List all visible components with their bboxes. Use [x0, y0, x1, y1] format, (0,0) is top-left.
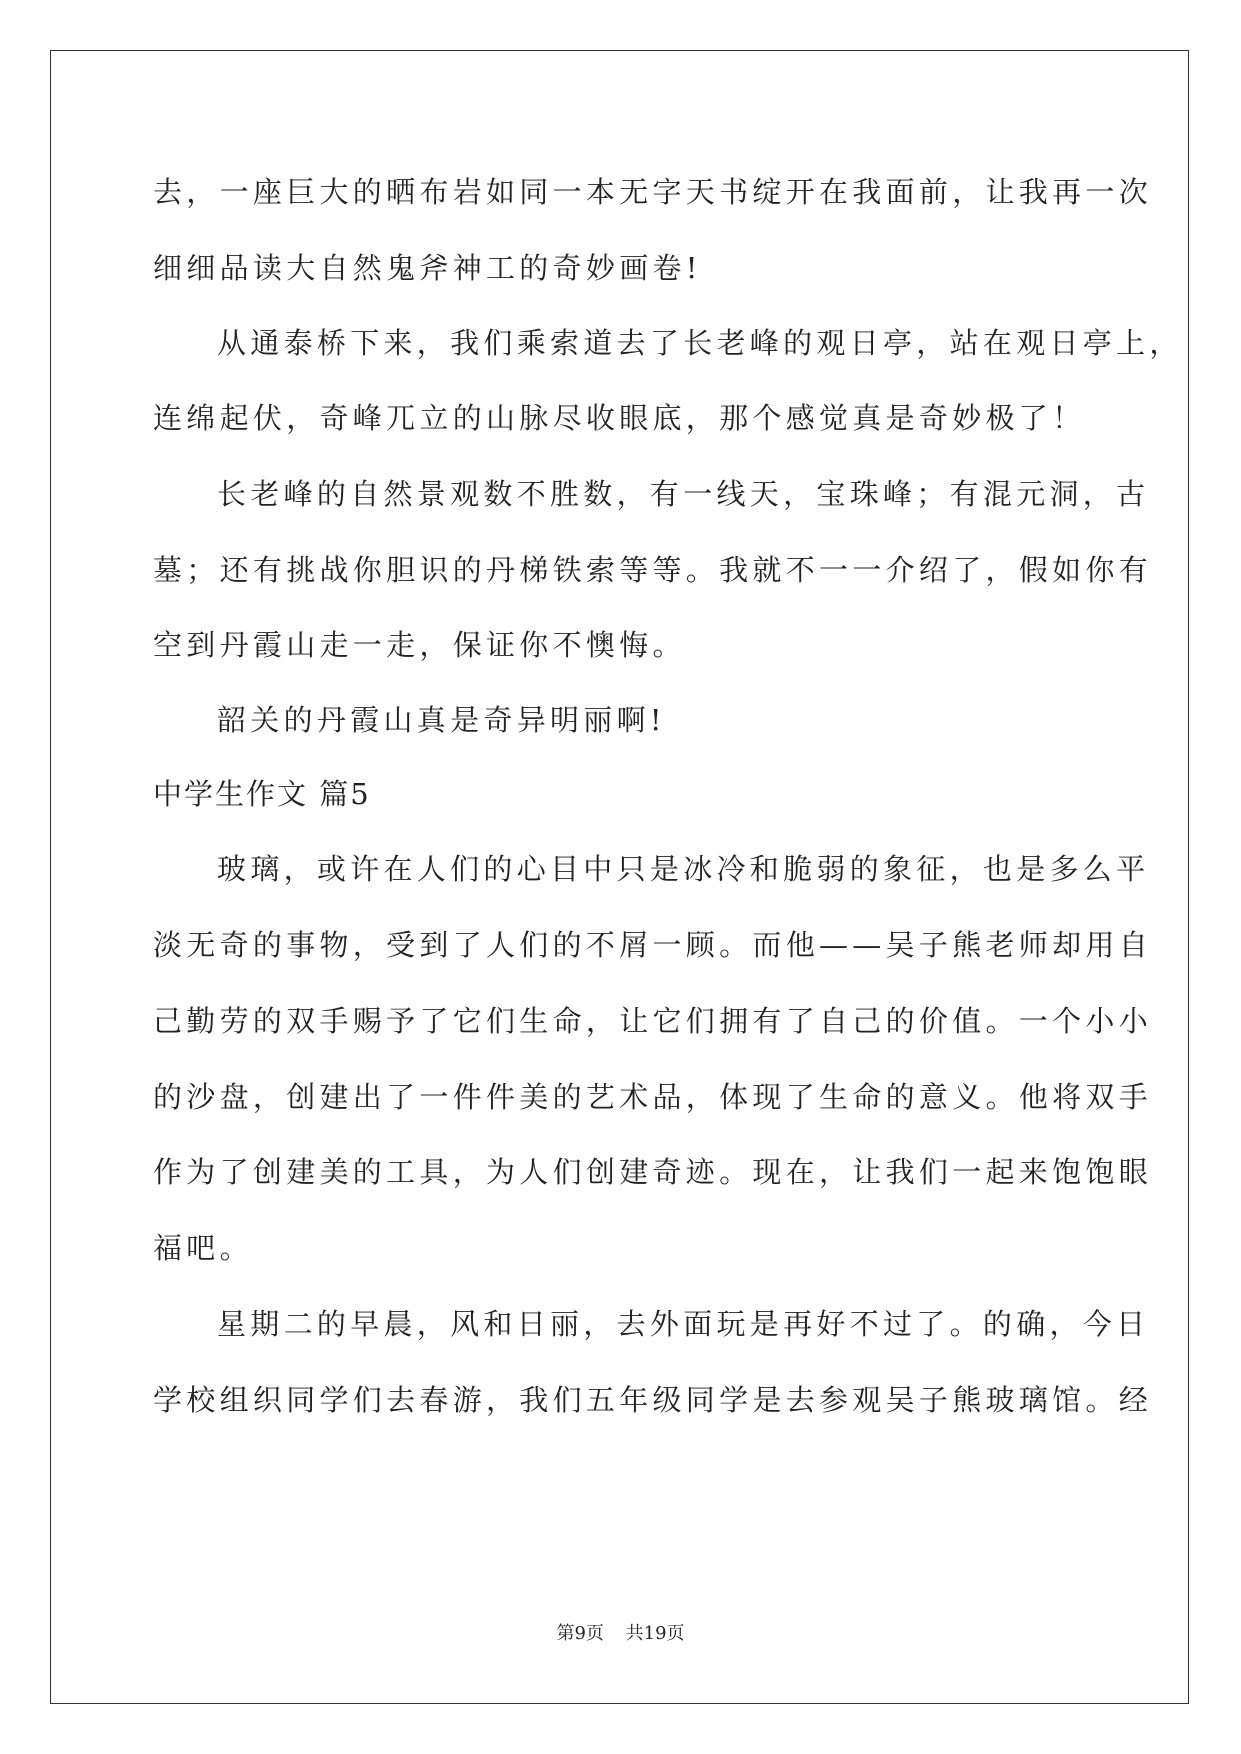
section-paragraph-2-line-2: 学校组织同学们去春游，我们五年级同学是去参观吴子熊玻璃馆。经	[153, 1383, 1153, 1417]
paragraph-2-line-1: 从通泰桥下来，我们乘索道去了长老峰的观日亭，站在观日亭上，	[217, 326, 1183, 360]
paragraph-2-line-2: 连绵起伏，奇峰兀立的山脉尽收眼底，那个感觉真是奇妙极了！	[153, 401, 1086, 435]
paragraph-3-line-3: 空到丹霞山走一走，保证你不懊悔。	[153, 628, 686, 662]
paragraph-3-line-1: 长老峰的自然景观数不胜数，有一线天，宝珠峰；有混元洞，古	[217, 477, 1150, 511]
section-paragraph-1-line-5: 作为了创建美的工具，为人们创建奇迹。现在，让我们一起来饱饱眼	[153, 1155, 1153, 1189]
section-paragraph-1-line-6: 福吧。	[153, 1231, 253, 1265]
section-paragraph-1-line-3: 己勤劳的双手赐予了它们生命，让它们拥有了自己的价值。一个小小	[153, 1004, 1153, 1038]
paragraph-1-line-1: 去，一座巨大的晒布岩如同一本无字天书绽开在我面前，让我再一次	[153, 175, 1153, 209]
page-footer	[0, 1622, 1241, 1646]
paragraph-1-line-2: 细细品读大自然鬼斧神工的奇妙画卷!	[153, 251, 702, 285]
paragraph-3-line-2: 墓；还有挑战你胆识的丹梯铁索等等。我就不一一介绍了，假如你有	[153, 553, 1153, 587]
section-heading: 中学生作文 篇5	[153, 777, 371, 811]
section-paragraph-2-line-1: 星期二的早晨，风和日丽，去外面玩是再好不过了。的确，今日	[217, 1307, 1150, 1341]
page-number: 第9页	[556, 1623, 604, 1644]
section-paragraph-1-line-2: 淡无奇的事物，受到了人们的不屑一顾。而他——吴子熊老师却用自	[153, 928, 1153, 962]
page-total: 共19页	[625, 1623, 685, 1644]
section-paragraph-1-line-4: 的沙盘，创建出了一件件美的艺术品，体现了生命的意义。他将双手	[153, 1080, 1153, 1114]
section-paragraph-1-line-1: 玻璃，或许在人们的心目中只是冰冷和脆弱的象征，也是多么平	[217, 852, 1150, 886]
paragraph-4-line-1: 韶关的丹霞山真是奇异明丽啊!	[217, 703, 666, 737]
